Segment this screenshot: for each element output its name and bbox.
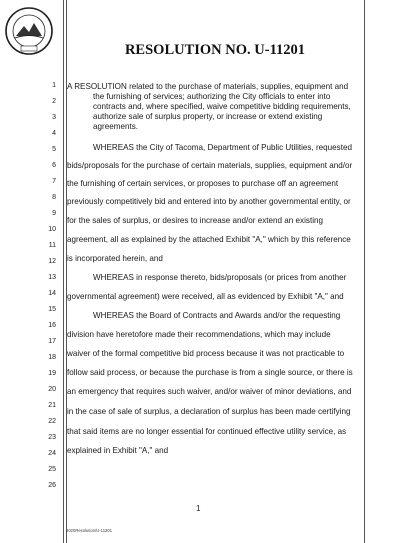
body-line: previously competitively bid and entered into by another governmental entity, or [67, 197, 351, 206]
line-number: 4 [52, 130, 56, 137]
line-number: 24 [48, 450, 56, 457]
line-number: 26 [48, 482, 56, 489]
resolution-title: RESOLUTION NO. U-11201 [124, 42, 306, 58]
body-line: WHEREAS the Board of Contracts and Awards and/or the requesting [93, 311, 341, 320]
line-number: 21 [48, 402, 56, 409]
line-number: 13 [48, 274, 56, 281]
line-number: 15 [48, 306, 56, 313]
line-number: 9 [52, 210, 56, 217]
left-margin-rule [63, 0, 64, 543]
line-number: 16 [48, 322, 56, 329]
line-number: 25 [48, 466, 56, 473]
line-number: 12 [48, 258, 56, 265]
line-number: 2 [52, 98, 56, 105]
line-number: 3 [52, 114, 56, 121]
body-line: for the sales of surplus, or desires to increase and/or extend an existing [67, 216, 323, 225]
body-line: in the case of sale of surplus, a declaration of surplus has been made certifying [67, 407, 351, 416]
city-seal-icon [4, 6, 54, 56]
right-margin-rule [364, 0, 365, 543]
line-number: 19 [48, 370, 56, 377]
intro-line: contracts and, where specified, waive competitive bidding requirements, [93, 102, 351, 111]
footer-filename: 2020Resolution/U-11201 [66, 528, 113, 533]
line-number: 20 [48, 386, 56, 393]
body-line: waiver of the formal competitive bid process because it was not practicable to [67, 349, 345, 358]
line-number: 6 [52, 162, 56, 169]
line-number: 18 [48, 354, 56, 361]
page-number: 1 [196, 504, 201, 513]
body-line: follow said process, or because the purchase is from a single source, or there is [67, 368, 353, 377]
intro-line: A RESOLUTION related to the purchase of materials, supplies, equipment and [67, 82, 349, 91]
line-number: 17 [48, 338, 56, 345]
intro-line: authorize sale of surplus property, or increase or extend existing [93, 112, 323, 121]
line-number: 14 [48, 290, 56, 297]
line-number: 7 [52, 178, 56, 185]
body-line: bids/proposals for the purchase of certain materials, supplies, equipment and/or [67, 161, 353, 170]
body-line: governmental agreement) were received, all as evidenced by Exhibit "A," and [67, 292, 344, 301]
line-number: 5 [52, 146, 56, 153]
body-line: the furnishing of certain services, or proposes to purchase off an agreement [67, 179, 339, 188]
body-line: that said items are no longer essential for continued effective utility service, as [67, 427, 347, 436]
line-number: 1 [52, 82, 56, 89]
intro-line: the furnishing of services; authorizing the City officials to enter into [93, 92, 331, 101]
line-number: 8 [52, 194, 56, 201]
body-line: agreement, all as explained by the attached Exhibit "A," which by this reference [67, 235, 351, 244]
body-line: is incorporated herein, and [67, 254, 163, 263]
line-number: 22 [48, 418, 56, 425]
line-number: 23 [48, 434, 56, 441]
body-line: an emergency that requires such waiver, and/or waiver of minor deviations, and [67, 387, 352, 396]
intro-line: agreements. [93, 122, 138, 131]
line-number: 11 [48, 242, 56, 249]
body-line: division have heretofore made their recommendations, which may include [67, 330, 331, 339]
body-line: WHEREAS the City of Tacoma, Department of Public Utilities, requested [93, 143, 352, 152]
body-line: WHEREAS in response thereto, bids/proposals (or prices from another [93, 273, 347, 282]
body-line: explained in Exhibit "A," and [67, 446, 169, 455]
line-number: 10 [48, 226, 56, 233]
